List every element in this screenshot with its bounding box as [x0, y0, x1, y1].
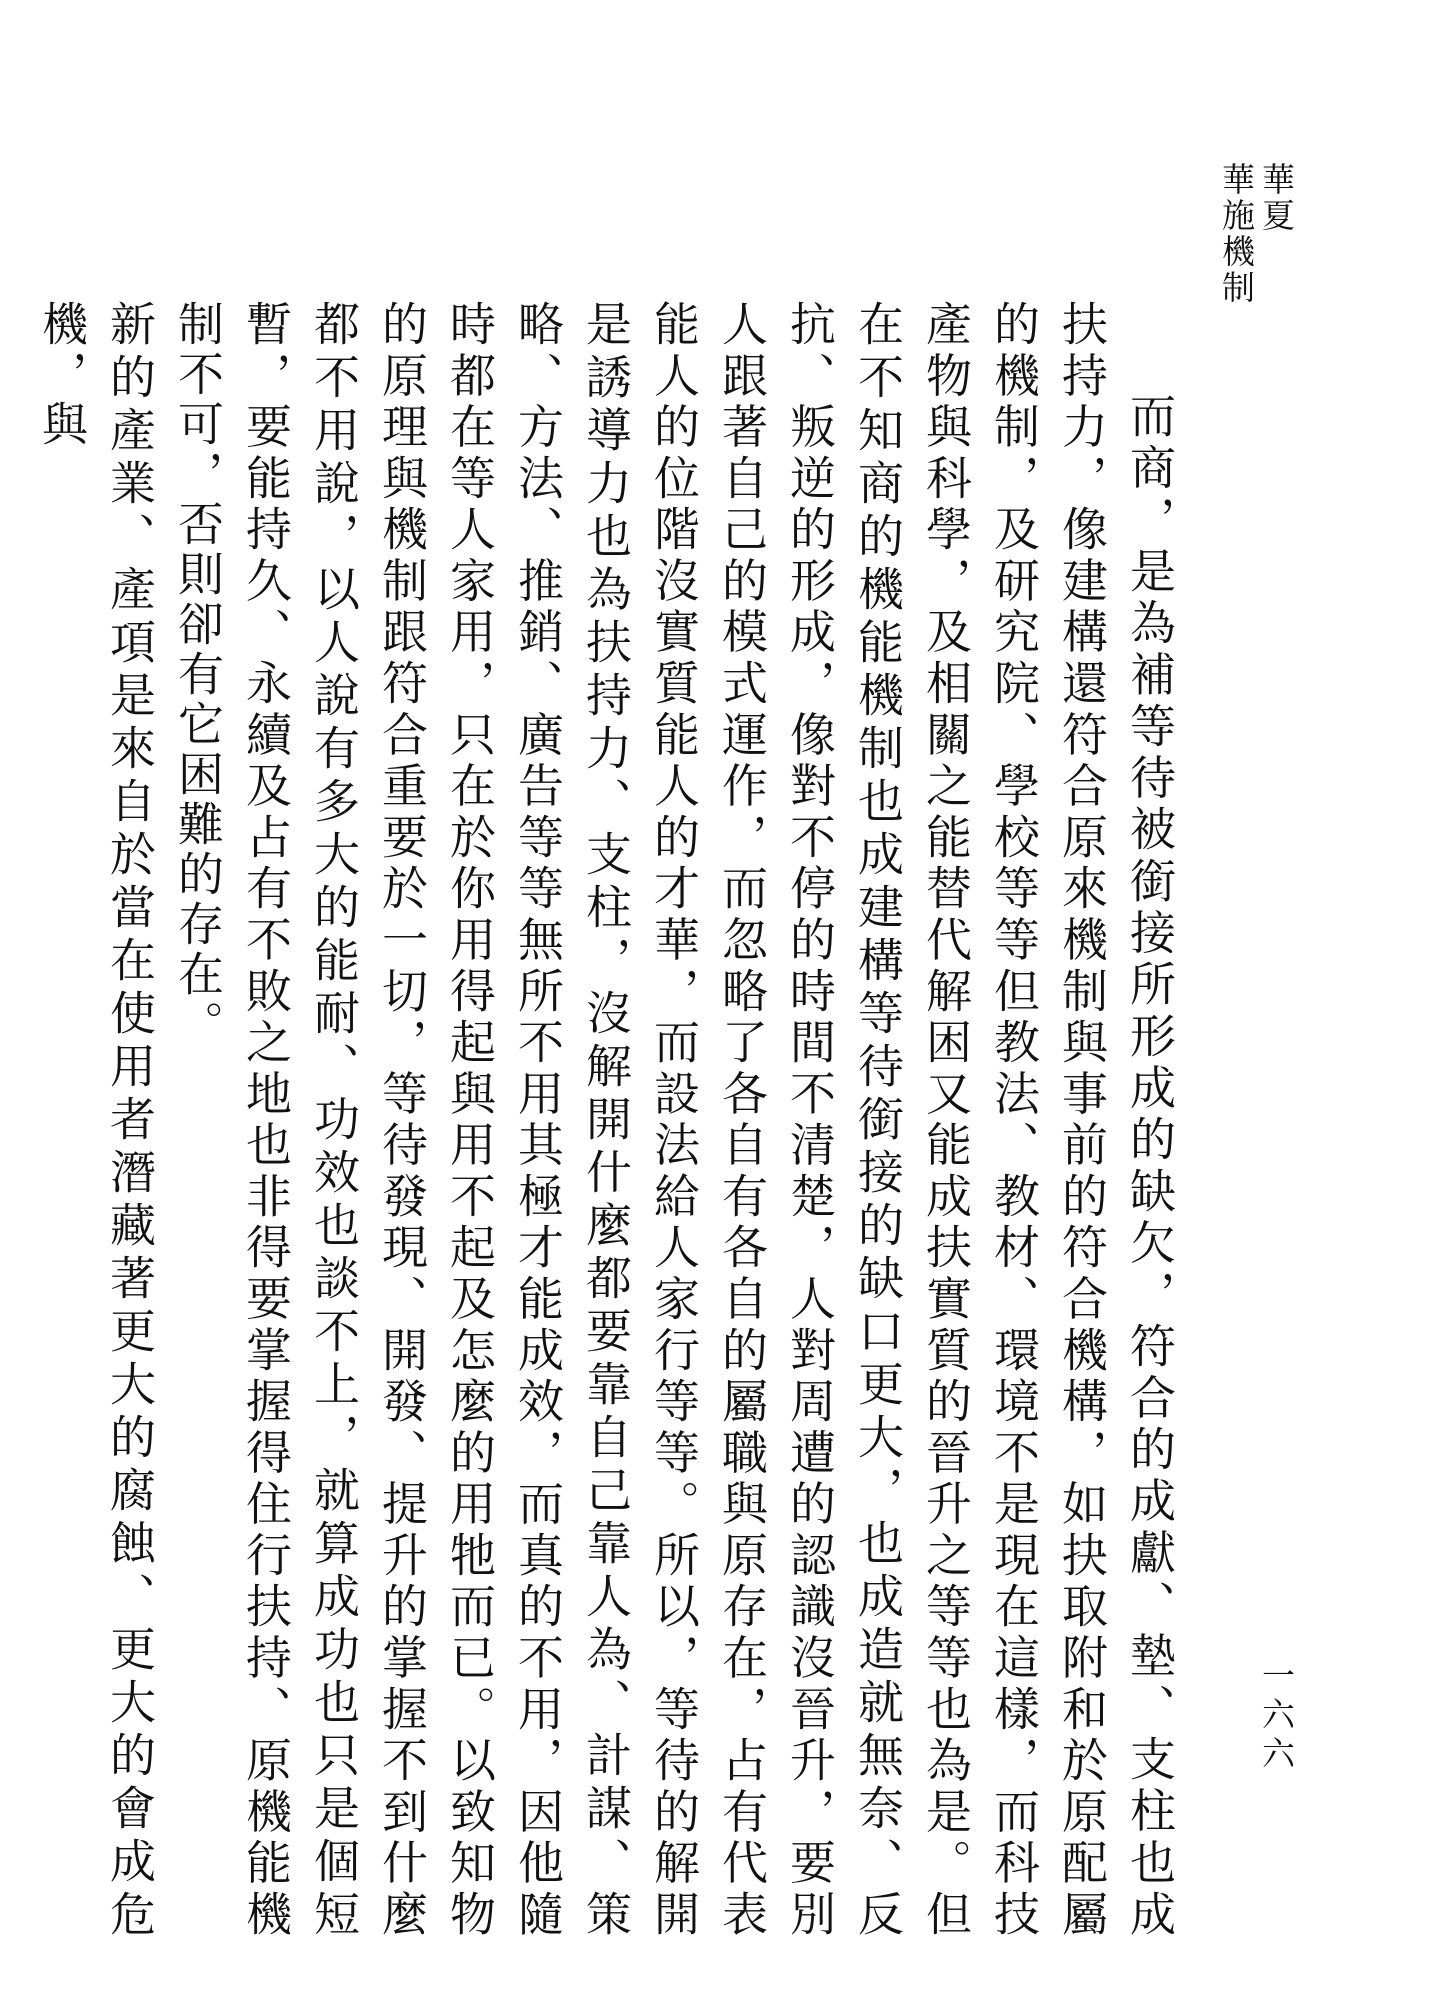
body-text	[28, 300, 1184, 1940]
chapter-title: 華施機制	[1217, 162, 1256, 306]
page-number: 一六六	[1257, 1658, 1296, 1775]
running-head	[1216, 162, 1296, 306]
paragraph-2: 新的產業、產項是來自於當在使用者潛藏著更大的腐蝕、更大的會成危機，與	[35, 300, 157, 1940]
book-title: 華夏	[1257, 162, 1296, 234]
paragraph-1: 而商，是為補等待被銜接所形成的缺欠，符合的成獻、墊、支柱也成扶持力，像建構還符合原來機制與事前的符合機構，如抉取附和於原配屬的機制，及研究院、學校等等但教法、教材、環境不是現在這樣，而科技產物與科學，及相關之能替代解困又能成扶實質的晉升之等等也為是。但在不知商的機能機制也成建構等待銜接的缺口更大，也成造就無奈、反抗、叛逆的形成，像對不停的時間不清楚，人對周遭的認識沒晉升，要別人跟著自己的模式運作，而忽略了各自有各自的屬職與原存在，占有代表能人的位階沒實質能人的才華，而設法給人家行等等。所以，等待的解開是誘導力也為扶持力、支柱，沒解開什麼都要靠自己靠人為、計謀、策略、方法、推銷、廣告等等無所不用其極才能成效，而真的不用，因他隨時都在等人家用，只在於你用得起與用不起及怎麼的用牠而已。以致知物的原理與機制跟符合重要於一切，等待發現、開發、提升的掌握不到什麼都不用說，以人說有多大的能耐、功效也談不上，就算成功也只是個短暫，要能持久、永續及占有不敗之地也非得要掌握得住行扶持、原機能機制不可，否則卻有它困難的存在。	[171, 300, 1177, 1940]
